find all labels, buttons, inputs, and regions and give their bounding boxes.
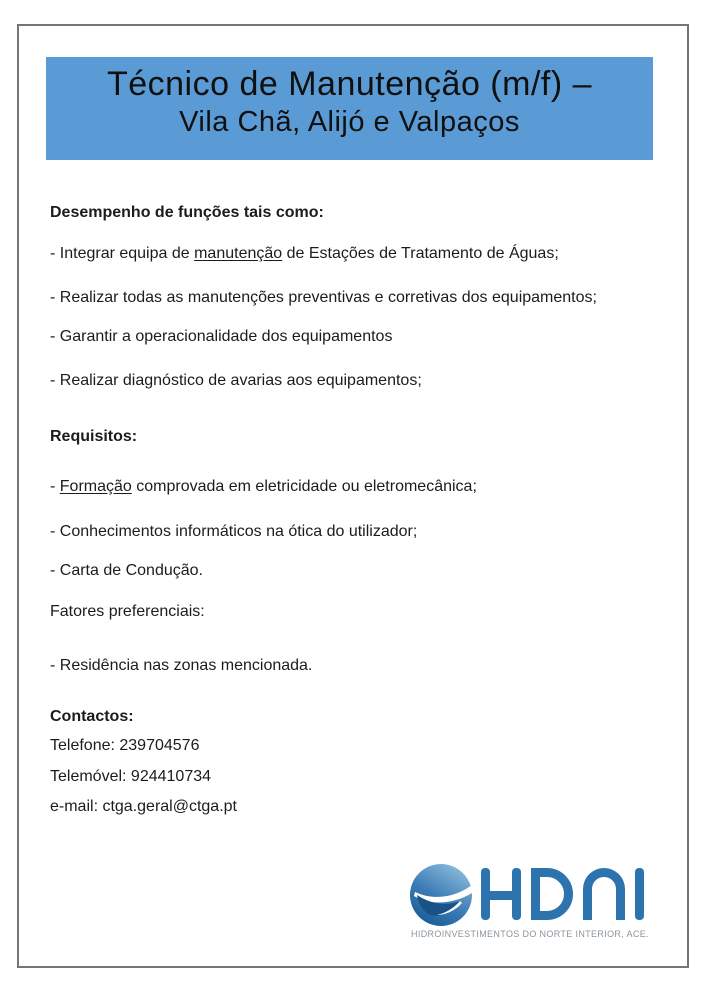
functions-heading: Desempenho de funções tais como: xyxy=(50,204,324,221)
job-title-banner xyxy=(46,57,653,160)
requirements-bullet-1 xyxy=(50,477,477,497)
functions-bullet-1 xyxy=(50,244,559,264)
contact-email: e-mail: ctga.geral@ctga.pt xyxy=(50,798,237,815)
logo-letter-d xyxy=(531,868,573,920)
requirements-bullet-2: - Conhecimentos informáticos na ótica do utilizador; xyxy=(50,523,418,540)
requirements-bullet-1-pre: - xyxy=(50,478,60,495)
hdni-wordmark xyxy=(481,868,644,920)
preferences-heading: Fatores preferenciais: xyxy=(50,603,205,620)
functions-bullet-2: - Realizar todas as manutenções preventivas e corretivas dos equipamentos; xyxy=(50,289,597,306)
requirements-bullet-3: - Carta de Condução. xyxy=(50,562,203,579)
requirements-bullet-1-underlined: Formação xyxy=(59,478,132,495)
logo-letter-n xyxy=(583,868,625,920)
contact-mobile: Telemóvel: 924410734 xyxy=(50,768,212,785)
functions-bullet-4: - Realizar diagnóstico de avarias aos equipamentos; xyxy=(50,372,422,389)
contact-phone: Telefone: 239704576 xyxy=(50,737,200,754)
logo-letter-i xyxy=(635,868,644,920)
functions-bullet-1-pre: - Integrar equipa de xyxy=(50,245,195,262)
hdni-logo xyxy=(410,864,670,944)
page-border-frame xyxy=(17,24,689,968)
job-title-line1: Técnico de Manutenção (m/f) – xyxy=(106,65,593,103)
job-title-line2: Vila Chã, Alijó e Valpaços xyxy=(179,106,520,138)
logo-letter-h xyxy=(481,868,521,920)
requirements-bullet-1-post: comprovada em eletricidade ou eletromecânica; xyxy=(131,478,477,495)
logo-tagline: HIDROINVESTIMENTOS DO NORTE INTERIOR, ACE. xyxy=(411,929,649,939)
requirements-heading: Requisitos: xyxy=(50,428,138,445)
hdni-logo-icon xyxy=(410,864,472,926)
functions-bullet-1-underlined: manutenção xyxy=(194,245,283,262)
functions-bullet-3: - Garantir a operacionalidade dos equipamentos xyxy=(50,328,393,345)
functions-bullet-1-post: de Estações de Tratamento de Águas; xyxy=(282,245,559,262)
preferences-bullet-1: - Residência nas zonas mencionada. xyxy=(50,657,313,674)
contacts-heading: Contactos: xyxy=(50,708,134,725)
